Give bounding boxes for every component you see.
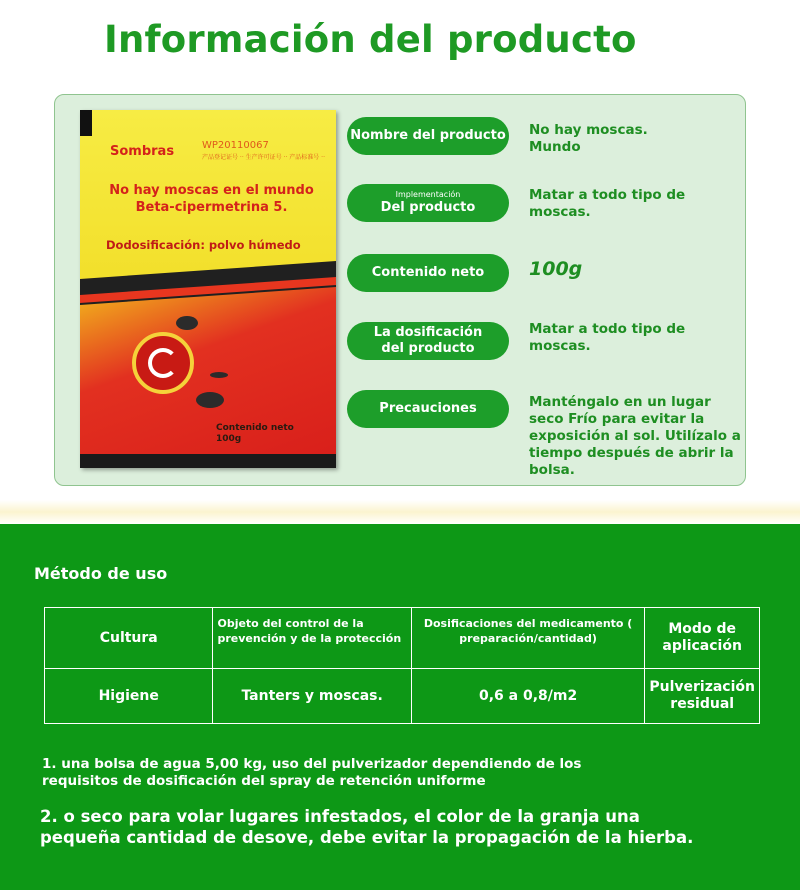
package-net-content xyxy=(216,423,294,445)
package-corner-strip xyxy=(80,110,92,136)
label-implementation xyxy=(347,184,509,222)
label-text: Del producto xyxy=(380,200,476,215)
divider-band xyxy=(0,500,800,524)
table-header-cell: Dosificaciones del medicamento ( preparación/cantidad) xyxy=(411,608,645,669)
package-code: WP20110067 xyxy=(202,140,269,151)
package-brand: Sombras xyxy=(110,144,175,159)
table-header-cell: Objeto del control de la prevención y de la protección xyxy=(213,608,411,669)
table-header-cell: Modo de aplicación xyxy=(645,608,760,669)
usage-note-1: 1. una bolsa de agua 5,00 kg, uso del pulverizador dependiendo de los requisitos de dosificación del spray de retención uniforme xyxy=(42,756,582,789)
package-dosage: Dodosificación: polvo húmedo xyxy=(106,238,301,252)
package-code-small: 产品登记证号 ·· 生产许可证号 ·· 产品标准号 ·· xyxy=(202,154,325,161)
usage-title: Método de uso xyxy=(34,564,168,583)
package-bottom-red xyxy=(80,282,336,468)
package-net-label: Contenido neto xyxy=(216,423,294,433)
value-product-name: No hay moscas. Mundo xyxy=(529,122,648,155)
label-dosage xyxy=(347,322,509,360)
mosquito-icon xyxy=(210,372,228,378)
label-text: La dosificación del producto xyxy=(373,325,483,356)
package-product-name: No hay moscas en el mundo Beta-cipermetrina 5. xyxy=(109,183,314,215)
product-package-image xyxy=(80,110,336,468)
table-cell: Higiene xyxy=(45,669,213,724)
label-net-content xyxy=(347,254,509,292)
page-title: Información del producto xyxy=(104,18,637,61)
package-footer xyxy=(80,454,336,468)
table-cell: Tanters y moscas. xyxy=(213,669,411,724)
table-header-row xyxy=(45,608,760,669)
usage-note-2: 2. o seco para volar lugares infestados, el color de la granja una pequeña cantidad de desove, debe evitar la propagación de la hierba. xyxy=(40,807,694,847)
label-small-text: Implementación xyxy=(395,190,461,199)
package-net-value: 100g xyxy=(216,434,242,444)
fly-icon xyxy=(176,316,198,330)
label-text: Precauciones xyxy=(379,401,477,416)
value-net-content: 100g xyxy=(529,258,583,280)
label-text: Nombre del producto xyxy=(350,128,506,143)
fly-icon xyxy=(196,392,224,408)
table-row xyxy=(45,669,760,724)
label-precautions xyxy=(347,390,509,428)
usage-table xyxy=(44,607,760,724)
table-cell: 0,6 a 0,8/m2 xyxy=(411,669,645,724)
table-cell: Pulverización residual xyxy=(645,669,760,724)
value-dosage: Matar a todo tipo de moscas. xyxy=(529,321,686,354)
package-seal-icon xyxy=(132,332,194,394)
value-implementation: Matar a todo tipo de moscas. xyxy=(529,187,686,220)
table-header-cell: Cultura xyxy=(45,608,213,669)
label-text: Contenido neto xyxy=(371,265,485,280)
value-precautions: Manténgalo en un lugar seco Frío para evitar la exposición al sol. Utilízalo a tiempo después de abrir la bolsa. xyxy=(529,394,741,478)
label-product-name xyxy=(347,117,509,155)
